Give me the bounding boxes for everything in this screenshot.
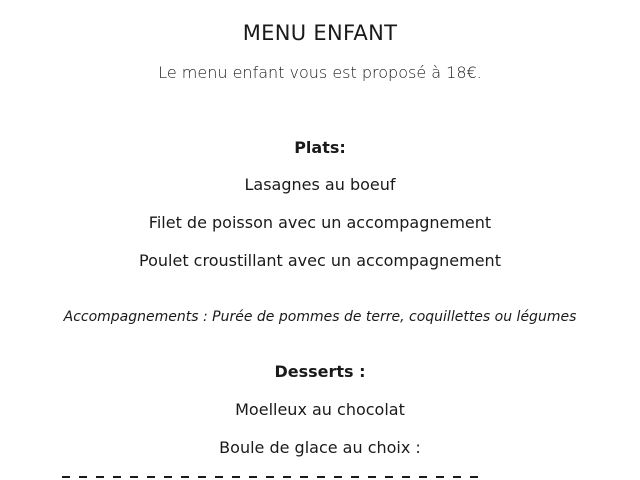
menu-intro: Le menu enfant vous est proposé à 18€. <box>158 63 482 82</box>
dessert-item: Moelleux au chocolat <box>235 400 405 419</box>
dessert-item: Boule de glace au choix : <box>219 438 421 457</box>
menu-title: MENU ENFANT <box>242 21 398 45</box>
plats-heading: Plats: <box>294 138 346 157</box>
plat-item: Lasagnes au boeuf <box>244 175 396 194</box>
cropped-text-line <box>62 473 502 480</box>
accompaniments-note: Accompagnements : Purée de pommes de terre, coquillettes ou légumes <box>63 309 577 325</box>
desserts-heading: Desserts : <box>274 362 366 381</box>
plat-item: Poulet croustillant avec un accompagnement <box>139 251 501 270</box>
plat-item: Filet de poisson avec un accompagnement <box>148 213 492 232</box>
